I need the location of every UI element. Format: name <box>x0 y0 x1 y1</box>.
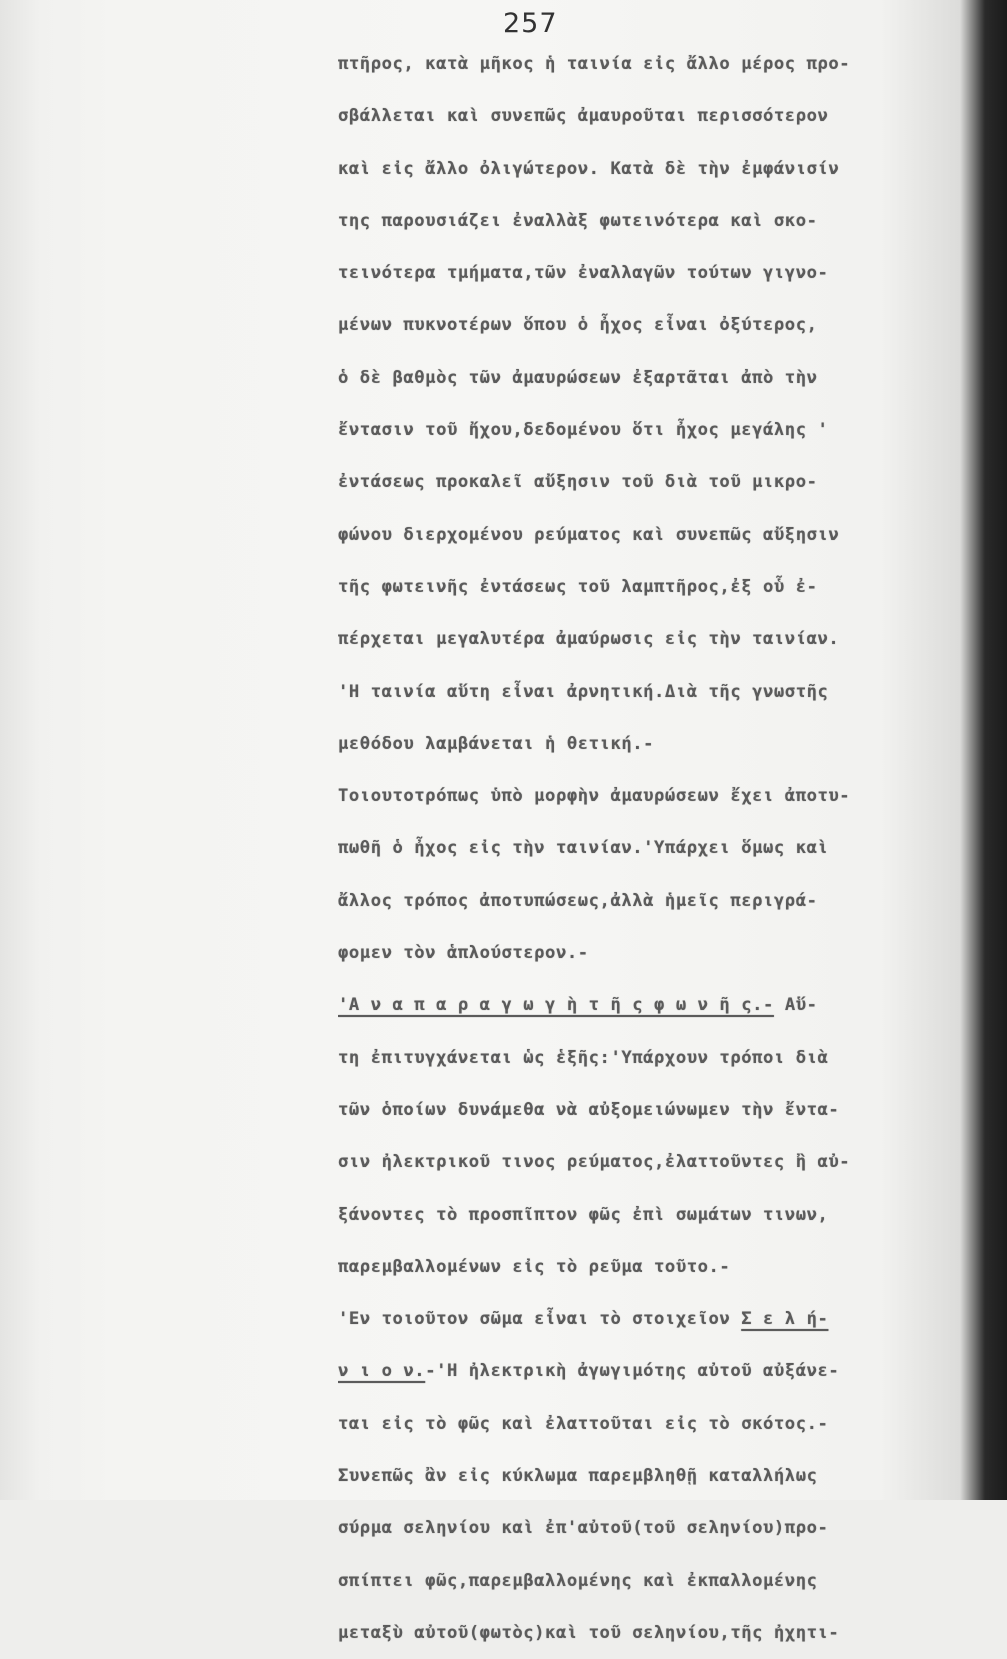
text-line <box>338 38 970 90</box>
text-segment: ἐντάσεως προκαλεῖ αὔξησιν τοῦ διὰ τοῦ μικρο- <box>338 472 818 493</box>
text-line <box>338 195 970 247</box>
text-line <box>338 1398 970 1450</box>
text-line <box>338 979 970 1031</box>
text-segment: 'Η ταινία αὕτη εἶναι ἀρνητική.Διὰ τῆς γνωστῆς <box>338 681 829 702</box>
text-segment: φομεν τὸν ἁπλούστερον.- <box>338 943 589 964</box>
text-segment: τῶν ὁποίων δυνάμεθα νὰ αὐξομειώνωμεν τὴν ἔντα- <box>338 1099 840 1120</box>
text-line <box>338 875 970 927</box>
text-segment: σιν ἠλεκτρικοῦ τινος ρεύματος,ἐλαττοῦντες ἢ αὐ- <box>338 1152 851 1173</box>
text-line <box>338 1032 970 1084</box>
text-segment: πτῆρος, κατὰ μῆκος ἡ ταινία εἰς ἄλλο μέρος προ- <box>338 54 851 74</box>
text-segment: -'Η ἠλεκτρικὴ ἀγωγιμότης αὐτοῦ αὐξάνε- <box>425 1361 840 1382</box>
text-line <box>338 1241 970 1293</box>
text-line <box>338 1502 970 1554</box>
text-segment: σπίπτει φῶς,παρεμβαλλομένης καὶ ἐκπαλλομένης <box>338 1570 818 1591</box>
text-line <box>338 456 970 508</box>
text-segment: πωθῆ ὁ ἦχος εἰς τὴν ταινίαν.'Υπάρχει ὅμως καὶ <box>338 838 829 859</box>
text-line <box>338 143 970 195</box>
text-segment: τῆς φωτεινῆς ἐντάσεως τοῦ λαμπτῆρος,ἐξ οὗ ἐ- <box>338 576 818 597</box>
text-segment: ται εἰς τὸ φῶς καὶ ἐλαττοῦται εἰς τὸ σκότος.- <box>338 1413 829 1434</box>
text-line <box>338 1345 970 1397</box>
text-line <box>338 90 970 142</box>
text-segment: καὶ εἰς ἄλλο ὀλιγώτερον. Κατὰ δὲ τὴν ἐμφάνισίν <box>338 158 840 179</box>
text-segment: σύρμα σεληνίου καὶ ἐπ'αὐτοῦ(τοῦ σεληνίου)προ- <box>338 1518 829 1539</box>
text-line <box>338 1136 970 1188</box>
text-segment: μεθόδου λαμβάνεται ἡ θετική.- <box>338 733 655 754</box>
text-line <box>338 509 970 561</box>
text-segment: Συνεπῶς ἂν εἰς κύκλωμα παρεμβληθῇ καταλλήλως <box>338 1466 818 1487</box>
text-line <box>338 299 970 351</box>
text-segment: της παρουσιάζει ἐναλλὰξ φωτεινότερα καὶ σκο- <box>338 210 818 231</box>
text-segment: τεινότερα τμήματα,τῶν ἐναλλαγῶν τούτων γιγνο- <box>338 263 829 284</box>
text-line <box>338 1555 970 1607</box>
text-segment: σβάλλεται καὶ συνεπῶς ἀμαυροῦται περισσότερον <box>338 106 829 127</box>
text-segment: ἔντασιν τοῦ ἤχου,δεδομένου ὅτι ἦχος μεγάλης ' <box>338 420 829 441</box>
text-line <box>338 404 970 456</box>
text-segment: πέρχεται μεγαλυτέρα ἀμαύρωσις εἰς τὴν ταινίαν. <box>338 629 840 650</box>
text-line <box>338 247 970 299</box>
underlined-heading-text: 'Α ν α π α ρ α γ ω γ ὴ τ ῆ ς φ ω ν ῆ ς.- <box>338 995 774 1016</box>
text-line <box>338 1607 970 1659</box>
text-line <box>338 613 970 665</box>
text-segment: παρεμβαλλομένων εἰς τὸ ρεῦμα τοῦτο.- <box>338 1256 731 1277</box>
text-line <box>338 352 970 404</box>
text-segment: 'Εν τοιοῦτον σῶμα εἶναι τὸ στοιχεῖον <box>338 1309 742 1330</box>
text-line <box>338 718 970 770</box>
text-line <box>338 561 970 613</box>
text-line <box>338 1450 970 1502</box>
text-line <box>338 770 970 822</box>
text-line <box>338 822 970 874</box>
text-segment: ὁ δὲ βαθμὸς τῶν ἀμαυρώσεων ἐξαρτᾶται ἀπὸ τὴν <box>338 367 818 388</box>
text-segment: φώνου διερχομένου ρεύματος καὶ συνεπῶς αὔξησιν <box>338 524 840 545</box>
text-line <box>338 927 970 979</box>
underlined-heading-text: Σ ε λ ή- <box>741 1309 829 1330</box>
text-line <box>338 1189 970 1241</box>
page-number: 257 <box>503 8 558 39</box>
text-segment: Αὕ- <box>773 995 818 1016</box>
text-line <box>338 1293 970 1345</box>
text-segment: Τοιουτοτρόπως ὑπὸ μορφὴν ἀμαυρώσεων ἔχει ἀποτυ- <box>338 786 851 807</box>
text-line <box>338 1084 970 1136</box>
text-segment: μεταξὺ αὐτοῦ(φωτὸς)καὶ τοῦ σεληνίου,τῆς ἠχητι- <box>338 1622 840 1643</box>
text-segment: ἄλλος τρόπος ἀποτυπώσεως,ἀλλὰ ἡμεῖς περιγρά- <box>338 890 818 911</box>
text-segment: μένων πυκνοτέρων ὅπου ὁ ἦχος εἶναι ὀξύτερος, <box>338 315 818 336</box>
underlined-heading-text: ν ι ο ν. <box>338 1361 426 1382</box>
typewritten-text-body <box>338 38 970 1659</box>
text-line <box>338 666 970 718</box>
text-segment: ξάνοντες τὸ προσπῖπτον φῶς ἐπὶ σωμάτων τινων, <box>338 1204 829 1225</box>
text-segment: τη ἐπιτυγχάνεται ὡς ἑξῆς:'Υπάρχουν τρόποι διὰ <box>338 1047 829 1068</box>
